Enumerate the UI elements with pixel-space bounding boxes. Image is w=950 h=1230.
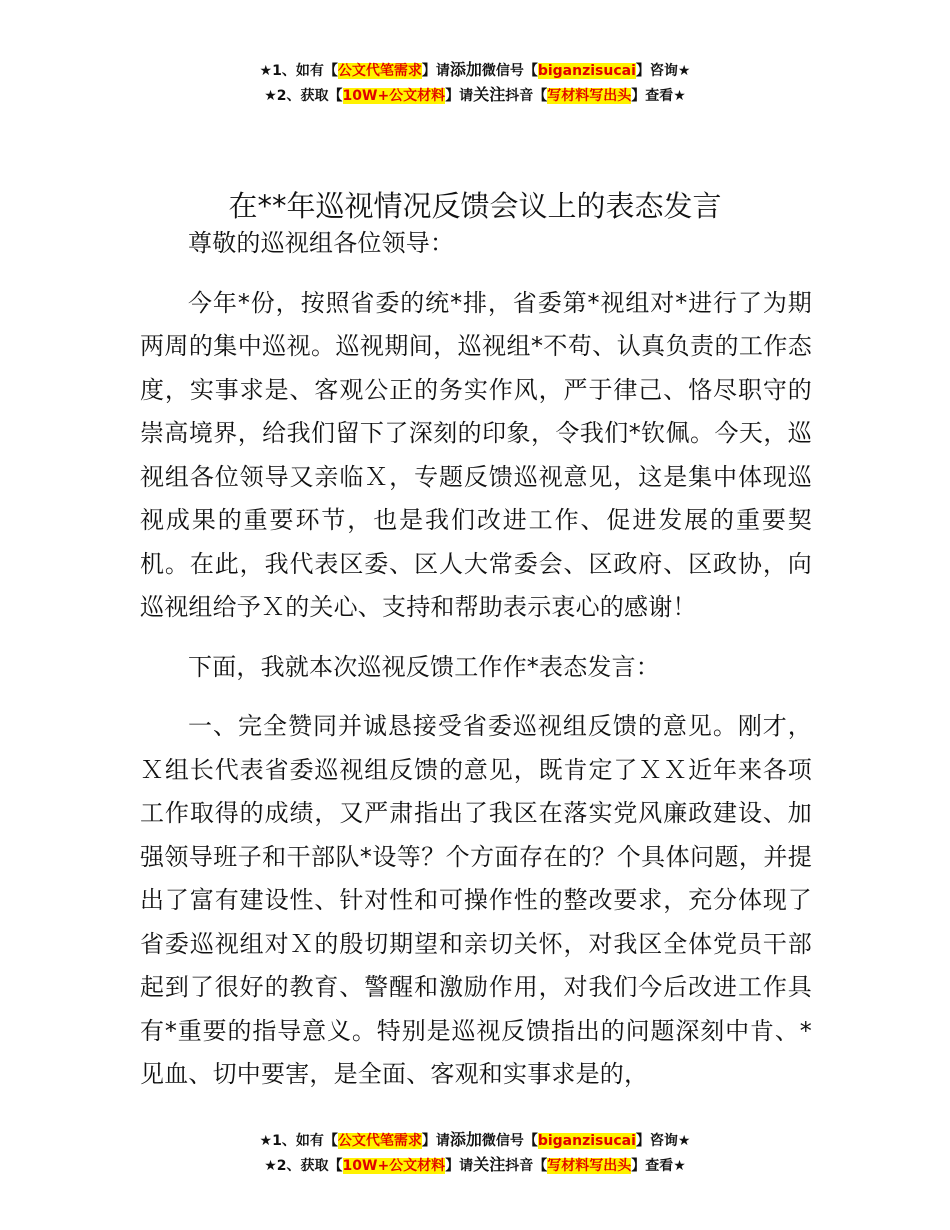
paragraph-point-one: 一、完全赞同并诚恳接受省委巡视组反馈的意见。刚才，Ｘ组长代表省委巡视组反馈的意见，既肯定了ＸＸ近年来各项工作取得的成绩，又严肃指出了我区在落实党风廉政建设、加强领导班子和干部队*设等？个方面存在的？个具体问题，并提出了富有建设性、针对性和可操作性的整改要求，充分体现了省委巡视组对Ｘ的殷切期望和亲切关怀，对我区全体党员干部起到了很好的教育、警醒和激励作用，对我们今后改进工作具有*重要的指导意义。特别是巡视反馈指出的问题深刻中肯、*见血、切中要害，是全面、客观和实事求是的， [140,712,812,1088]
document-body [140,222,812,1113]
footer-emphasis-follow: 关注 [473,1155,506,1174]
banner-line-2-mid2: 抖音【 [505,88,548,104]
footer-emphasis-add: 添加 [449,1130,482,1149]
salutation: 尊敬的巡视组各位领导： [188,229,455,257]
banner-line-2-mid: 】请 [445,88,474,104]
paragraph-transition: 下面，我就本次巡视反馈工作作*表态发言： [188,652,660,681]
banner-highlight-materials: 10W+公文材料 [342,88,446,104]
document-title: 在**年巡视情况反馈会议上的表态发言 [228,189,722,224]
header-banner [0,58,950,108]
banner-line-2-prefix: ★2、获取【 [264,88,343,104]
footer-line-2-suffix: 】查看★ [631,1158,686,1174]
banner-line-1 [0,58,950,83]
footer-line-2-mid2: 抖音【 [505,1158,548,1174]
footer-banner-line-1 [0,1128,950,1153]
banner-highlight-writing-service: 公文代笔需求 [337,63,422,79]
banner-line-2 [0,83,950,108]
banner-line-1-mid2: 微信号【 [481,63,538,79]
banner-highlight-douyin: 写材料写出头 [547,88,632,104]
banner-line-1-mid: 】请 [421,63,450,79]
footer-highlight-materials: 10W+公文材料 [342,1158,446,1174]
footer-highlight-writing-service: 公文代笔需求 [337,1133,422,1149]
banner-line-1-suffix: 】咨询★ [635,63,691,79]
footer-highlight-douyin: 写材料写出头 [547,1158,632,1174]
paragraph-intro: 今年*份，按照省委的统*排，省委第*视组对*进行了为期两周的集中巡视。巡视期间，巡视组*不苟、认真负责的工作态度，实事求是、客观公正的务实作风，严于律己、恪尽职守的崇高境界，给我们留下了深刻的印象，令我们*钦佩。今天，巡视组各位领导又亲临Ｘ，专题反馈巡视意见，这是集中体现巡视成果的重要环节，也是我们改进工作、促进发展的重要契机。在此，我代表区委、区人大常委会、区政府、区政协，向巡视组给予Ｘ的关心、支持和帮助表示衷心的感谢！ [140,288,812,621]
banner-line-1-prefix: ★1、如有【 [259,63,338,79]
banner-emphasis-add: 添加 [449,60,482,79]
footer-line-1-suffix: 】咨询★ [635,1133,691,1149]
footer-line-1-mid: 】请 [421,1133,450,1149]
banner-emphasis-follow: 关注 [473,85,506,104]
footer-line-2-prefix: ★2、获取【 [264,1158,343,1174]
banner-highlight-wechat-id: biganzisucai [537,63,636,79]
footer-line-1-prefix: ★1、如有【 [259,1133,338,1149]
footer-line-1-mid2: 微信号【 [481,1133,538,1149]
footer-line-2-mid: 】请 [445,1158,474,1174]
footer-banner [0,1128,950,1178]
banner-line-2-suffix: 】查看★ [631,88,686,104]
footer-highlight-wechat-id: biganzisucai [537,1133,636,1149]
footer-banner-line-2 [0,1153,950,1178]
